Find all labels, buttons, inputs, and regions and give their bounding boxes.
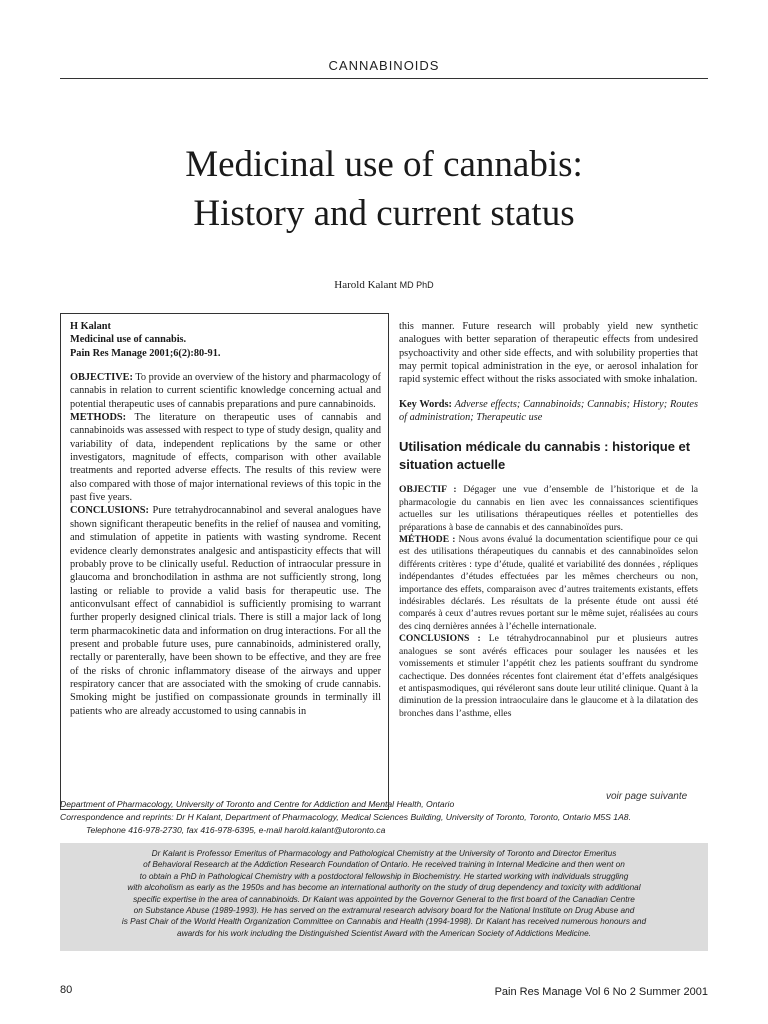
author-credentials: MD PhD (399, 280, 434, 290)
citation-author: H Kalant (70, 321, 111, 332)
fr-objectif-label: OBJECTIF : (399, 484, 457, 496)
conclusions-text: Pure tetrahydrocannabinol and several analogues have shown significant therapeutic benefits in the relief of nausea and vomiting, and stimulation of appetite in patients with wasting syndrome. Recent evidence clearly demonstrates analgesic and antispasticity effects that will probably prove to be clinically useful. Reduction of intraocular pressure in glaucoma and bronchodilation in asthma are not sufficiently strong, long lasting or reliable to provide a valid basis for therapeutic use. The anticonvulsant effect of cannabidiol is sufficiently promising to warrant further properly designed clinical trials. There is still a major lack of long term pharmacokinetic data and information on drug interactions. For all the present and probable future uses, pure cannabinoids, administered orally, rectally or parenterally, have been shown to be effective, and they are free of the risks of chronic inflammatory disease of the airways and upper respiratory cancer that are associated with the smoking of crude cannabis. Smoking might be justified on compassionate grounds in terminally ill patients who are already accustomed to using cannabis in (70, 505, 381, 717)
author-byline (0, 279, 768, 291)
fr-methode-label: MÉTHODE : (399, 534, 456, 546)
fr-conclusions (399, 633, 698, 720)
key-words (399, 398, 698, 425)
objective-text: To provide an overview of the history and pharmacology of cannabis in relation to current scientific knowledge concerning actual and potential therapeutic uses of cannabis preparations and pure cannabinoids. (70, 372, 381, 410)
abstract-continued: this manner. Future research will probably yield new synthetic analogues with better separation of therapeutic effects from undesired psychoactivity and other side effects, and with solubility properties that may permit topical administration in the eye, or aerosol inhalation for rapid systemic effect without the risks associated with smoke inhalation. (399, 321, 698, 386)
author-bio-box (60, 843, 708, 951)
fr-objectif (399, 484, 698, 534)
abstract-conclusions (70, 504, 381, 718)
fr-methode-text: Nous avons évalué la documentation scientifique pour ce qui est des utilisations thérapeutiques du cannabis et des cannabinoïdes selon différents critères : type d’étude, qualité et variabilité des données , répliques indépendantes d’études effectuées par les mêmes chercheurs ou non, importance des effets, comparaison avec d’autres traitements existants, effets indésirables déclarés. Les résultats de la présente étude ont aussi été comparés à ceux d’autres revues portant sur le même sujet, réalisées au cours des cinq dernières années à l’échelle internationale. (399, 534, 699, 632)
objective-label: OBJECTIVE: (70, 372, 133, 384)
keywords-text: Adverse effects; Cannabinoids; Cannabis; History; Routes of administration; Therapeutic use (399, 398, 698, 424)
citation-source: Pain Res Manage 2001;6(2):80-91. (70, 347, 221, 359)
header-rule (60, 78, 708, 79)
abstract-left-column (70, 320, 381, 718)
fr-objectif-text: Dégager une vue d’ensemble de l’historique et de la pharmacologie du cannabis en lien avec les connaissances scientifiques actuelles sur les utilisations thérapeutiques réelles et potentielles des préparations à base de cannabis et des cannabinoïdes purs. (399, 484, 698, 533)
bio-line: Dr Kalant is Professor Emeritus of Pharmacology and Pathological Chemistry at the University of Toronto and Director Emeritus (151, 849, 617, 858)
abstract-methods (70, 411, 381, 504)
title-line-1: Medicinal use of cannabis: (185, 144, 583, 185)
keywords-label: Key Words: (399, 398, 452, 410)
fr-conclusions-label: CONCLUSIONS : (399, 633, 481, 645)
citation-block (70, 320, 381, 360)
fr-conclusions-text: Le tétrahydrocannabinol pur et plusieurs autres analogues se sont avérés efficaces pour soulager les nausées et les vomissements et stimuler l’appétit chez les patients souffrant du syndrome cachectique. Des données récentes font clairement état d’effets analgésiques et antispasmodiques, qui révéleront sans doute leur utilité clinique. Quant à la diminution de la pression intraoculaire dans le glaucome et à la dilatation des bronches dans l’asthme, elles (399, 633, 698, 719)
bio-line: with alcoholism as early as the 1950s and has become an international authority on the study of drug dependency and toxicity with additional (127, 883, 641, 893)
abstract-objective (70, 371, 381, 411)
page-number: 80 (60, 984, 73, 996)
affiliation-block (60, 798, 720, 837)
article-title (0, 140, 768, 238)
bio-line: specific expertise in the area of cannabinoids. Dr Kalant was appointed by the Governor General to the first board of the Canadian Centre (133, 894, 635, 904)
bio-line: of Behavioral Research at the Addiction Research Foundation of Ontario. He received training in Internal Medicine and then went on (143, 860, 625, 870)
correspondence: Correspondence and reprints: Dr H Kalant, Department of Pharmacology, Medical Sciences Building, University of Toronto, Toronto, Ontario M5S 1A8. (60, 812, 631, 822)
bio-line: on Substance Abuse (1989-1993). He has served on the extramural research advisory board for the National Institute on Drug Abuse and (133, 906, 635, 916)
bio-line: awards for his work including the Distinguished Scientist Award with the American Society of Addictions Medicine. (177, 928, 591, 938)
section-header: CANNABINOIDS (328, 58, 440, 73)
abstract-right-column (399, 320, 698, 720)
citation-title: Medicinal use of cannabis. (70, 334, 187, 346)
methods-label: METHODS: (70, 412, 127, 424)
fr-methode (399, 534, 698, 633)
french-abstract-title: Utilisation médicale du cannabis : historique et situation actuelle (399, 439, 691, 473)
conclusions-label: CONCLUSIONS: (70, 505, 149, 517)
journal-footer: Pain Res Manage Vol 6 No 2 Summer 2001 (494, 986, 708, 998)
contact-info: Telephone 416-978-2730, fax 416-978-6395, e-mail harold.kalant@utoronto.ca (86, 825, 386, 835)
bio-line: is Past Chair of the World Health Organization Committee on Cannabis and Health (1994-1998). Dr Kalant has received numerous honours and (121, 917, 647, 927)
title-line-2: History and current status (193, 193, 575, 234)
continue-note: voir page suivante (606, 791, 688, 802)
methods-text: The literature on therapeutic uses of cannabis and cannabinoids was assessed with respect to type of study design, quality and variability of data, independent replications by the same or other investigators, magnitude of effects, comparison with other available treatments and reported adverse effects. The results of this review were also compared with those of major international reviews of this topic in the past five years. (70, 412, 381, 504)
department: Department of Pharmacology, University of Toronto and Centre for Addiction and Mental Health, Ontario (60, 799, 455, 809)
author-name: Harold Kalant (334, 279, 397, 291)
bio-line: to obtain a PhD in Pathological Chemistry with a postdoctoral fellowship in Biochemistry. He started working with individuals struggling (139, 871, 629, 881)
